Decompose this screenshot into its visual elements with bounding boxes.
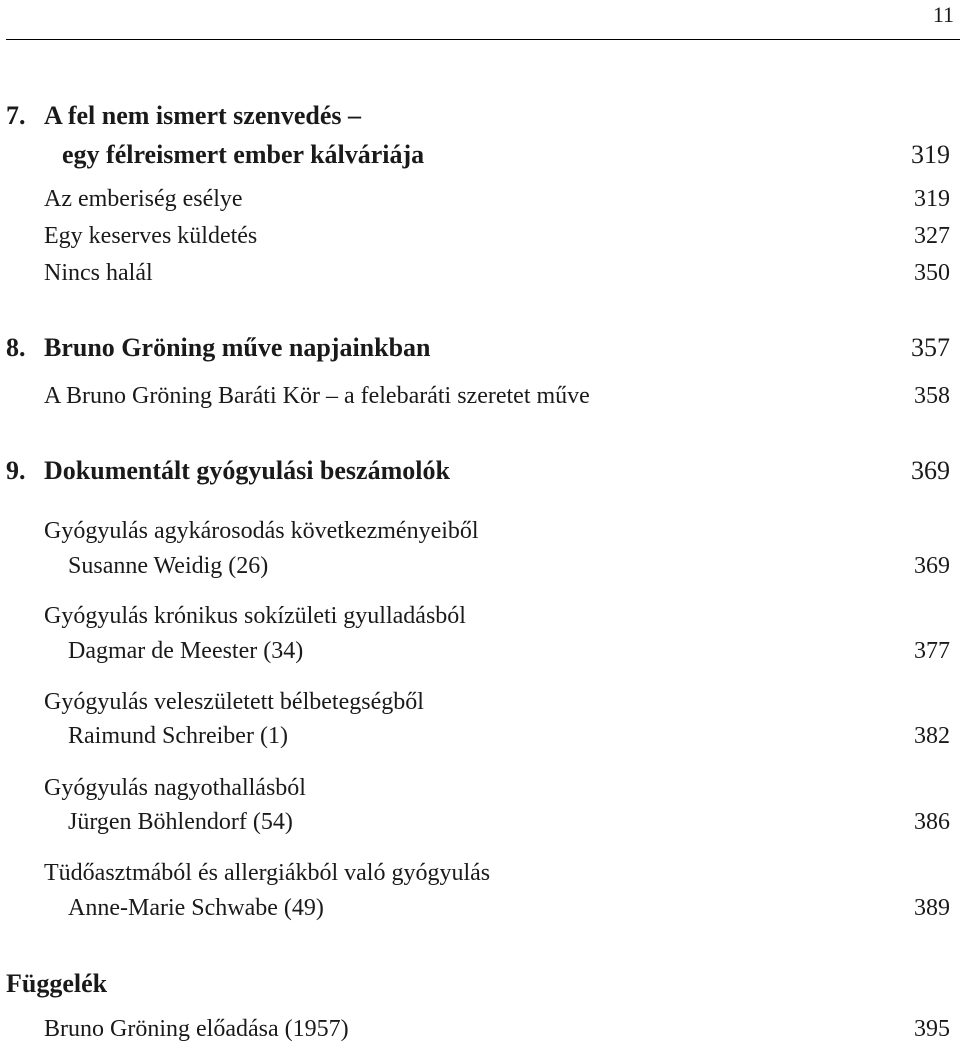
toc-entry-title: [0, 685, 950, 719]
page-ref: 386: [914, 809, 950, 835]
entry-title: Gyógyulás veleszületett bélbetegségből: [44, 689, 424, 715]
chapter-title: Dokumentált gyógyulási beszámolók: [44, 456, 450, 485]
entry-title: Gyógyulás agykárosodás következményeiből: [44, 518, 479, 544]
entry-title: Egy keserves küldetés: [44, 223, 258, 249]
chapter-number: 9.: [6, 456, 26, 485]
toc-entry: [0, 182, 950, 216]
entry-title: A Bruno Gröning Baráti Kör – a felebaráti szeretet műve: [44, 383, 590, 409]
entry-author: Dagmar de Meester (34): [68, 638, 304, 664]
page-ref: 382: [914, 723, 950, 749]
entry-title: Gyógyulás krónikus sokízületi gyulladásból: [44, 603, 466, 629]
entry-author: Anne-Marie Schwabe (49): [68, 895, 324, 921]
chapter-7-heading: [0, 99, 950, 133]
entry-author: Susanne Weidig (26): [68, 553, 269, 579]
page-ref: 395: [914, 1016, 950, 1042]
entry-author: Raimund Schreiber (1): [68, 723, 288, 749]
page-ref: 358: [914, 383, 950, 409]
entry-title: Gyógyulás nagyothallásból: [44, 775, 306, 801]
toc-entry-author: [0, 634, 950, 668]
page-ref: 377: [914, 638, 950, 664]
toc-entry-author: [0, 891, 950, 925]
toc-entry: [0, 379, 950, 413]
page-ref: 389: [914, 895, 950, 921]
entry-title: Bruno Gröning előadása (1957): [44, 1016, 349, 1042]
chapter-number: 8.: [6, 333, 26, 362]
toc-entry-author: [0, 805, 950, 839]
entry-author: Jürgen Böhlendorf (54): [68, 809, 293, 835]
page-ref: 350: [914, 260, 950, 286]
toc-entry-title: [0, 856, 950, 890]
page-ref: 369: [914, 553, 950, 579]
chapter-title: Bruno Gröning műve napjainkban: [44, 333, 431, 362]
toc-entry: [0, 1012, 950, 1046]
chapter-9-heading: [0, 454, 950, 488]
toc-entry-author: [0, 549, 950, 583]
toc-entry-title: [0, 599, 950, 633]
entry-title: Tüdőasztmából és allergiákból való gyógyulás: [44, 860, 491, 886]
entry-title: Nincs halál: [44, 260, 153, 286]
toc-entry-title: [0, 771, 950, 805]
chapter-title-cont: egy félreismert ember kálváriája: [62, 140, 425, 169]
toc-entry: [0, 219, 950, 253]
page-ref: 319: [911, 140, 950, 169]
chapter-7-heading-cont: [0, 138, 950, 172]
chapter-title: A fel nem ismert szenvedés –: [44, 101, 361, 130]
appendix-heading: Függelék: [6, 969, 108, 998]
chapter-number: 7.: [6, 101, 26, 130]
page-ref: 327: [914, 223, 950, 249]
toc-entry: [0, 256, 950, 290]
page-number: 11: [932, 2, 954, 27]
toc-entry-author: [0, 719, 950, 753]
toc-entry-title: [0, 514, 950, 548]
page-ref: 369: [911, 456, 950, 485]
chapter-8-heading: [0, 331, 950, 365]
page-ref: 357: [911, 333, 950, 362]
page-ref: 319: [914, 186, 950, 212]
header-rule: [6, 39, 960, 40]
entry-title: Az emberiség esélye: [44, 186, 243, 212]
